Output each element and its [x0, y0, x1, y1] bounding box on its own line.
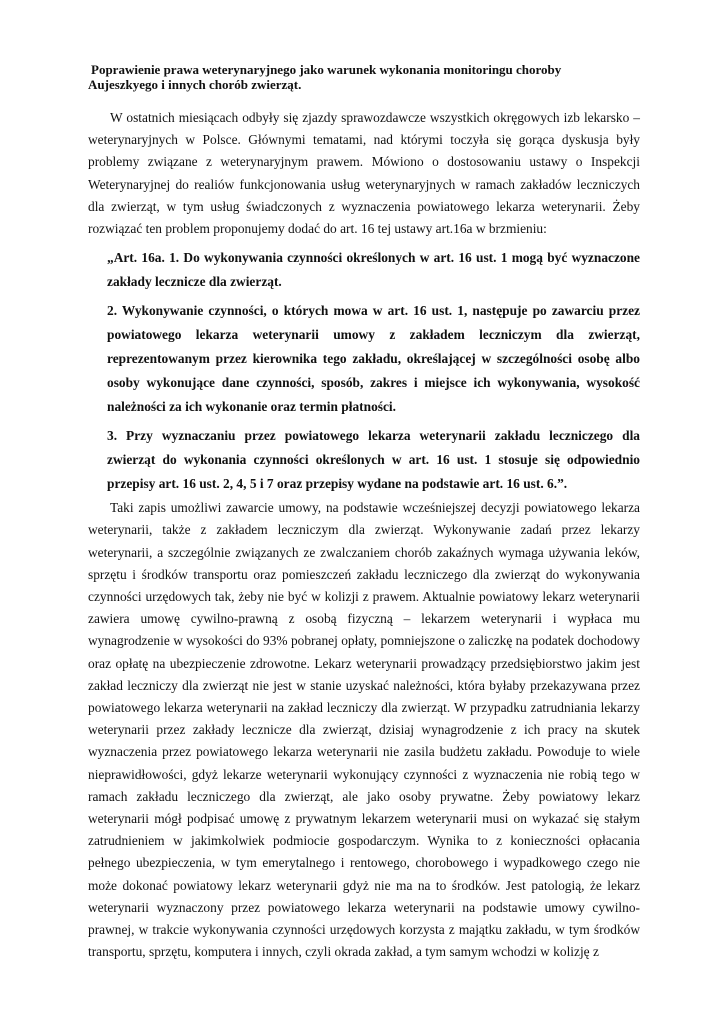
intro-paragraph: W ostatnich miesiącach odbyły się zjazdy sprawozdawcze wszystkich okręgowych izb lekarsko – weterynaryjnych w Polsce. Głównymi tematami, nad którymi toczyła się gorąca dyskusja były problemy związane z weterynaryjnym prawem. Mówiono o dostosowaniu ustawy o Inspekcji Weterynaryjnej do realiów funkcjonowania usług weterynaryjnych w ramach zakładów leczniczych dla zwierząt, w tym usług świadczonych z wyznaczenia powiatowego lekarza weterynarii. Żeby rozwiązać ten problem proponujemy dodać do art. 16 tej ustawy art.16a w brzmieniu: — [88, 110, 640, 237]
closing-paragraph: Taki zapis umożliwi zawarcie umowy, na podstawie wcześniejszej decyzji powiatowego lekarza weterynarii, także z zakładem leczniczym dla zwierząt. Wykonywanie zadań przez lekarzy weterynarii, a szczególnie związanych ze zwalczaniem chorób zakaźnych wymaga używania leków, sprzętu i środków transportu oraz pomieszczeń zakładu leczniczego dla zwierząt do wykonywania czynności urzędowych tak, żeby nie być w kolizji z prawem. Aktualnie powiatowy lekarz weterynarii zawiera umowę cywilno-prawną z osobą fizyczną – lekarzem weterynarii i wypłaca mu wynagrodzenie w wysokości do 93% pobranej opłaty, pomniejszone o zaliczkę na podatek dochodowy oraz opłatę na ubezpieczenie zdrowotne. Lekarz weterynarii prowadzący przedsiębiorstwo jakim jest zakład leczniczy dla zwierząt nie jest w stanie uzyskać należności, która byłaby przekazywana przez powiatowego lekarza weterynarii na zakład leczniczy dla zwierząt. W przypadku zatrudniania lekarzy weterynarii przez zakłady lecznicze dla zwierząt, dzisiaj wynagrodzenie z ich pracy na skutek wyznaczenia przez powiatowego lekarza weterynarii nie zasila budżetu zakładu. Powoduje to wiele nieprawidłowości, gdyż lekarze weterynarii wykonujący czynności z wyznaczenia nie robią tego w ramach zakładu leczniczego dla zwierząt, ale jako osoby prywatne. Żeby powiatowy lekarz weterynarii mógł podpisać umowę z prywatnym lekarzem weterynarii musi on wykazać się stałym zatrudnieniem w jakimkolwiek podmiocie gospodarczym. Wynika to z konieczności opłacania pełnego ubezpieczenia, w tym emerytalnego i rentowego, chorobowego i wypadkowego czego nie może dokonać powiatowy lekarz weterynarii gdyż nie ma na to środków. Jest patologią, że lekarz weterynarii wyznaczony przez powiatowego lekarza weterynarii na podstawie umowy cywilno-prawnej, w trakcie wykonywania czynności urzędowych korzysta z majątku zakładu, w tym środków transportu, sprzętu, komputera i innych, czyli okrada zakład, a tym samym wchodzi w kolizję z — [88, 500, 640, 960]
document-page — [88, 62, 640, 963]
article-16a-section-3: 3. Przy wyznaczaniu przez powiatowego lekarza weterynarii zakładu leczniczego dla zwierząt do wykonania czynności określonych w art. 16 ust. 1 stosuje się odpowiednio przepisy art. 16 ust. 2, 4, 5 i 7 oraz przepisy wydane na podstawie art. 16 ust. 6.”. — [107, 428, 640, 492]
document-title — [88, 62, 640, 92]
title-line-1: Poprawienie prawa weterynaryjnego jako warunek wykonania monitoringu choroby — [91, 62, 562, 77]
article-16a-section-2: 2. Wykonywanie czynności, o których mowa w art. 16 ust. 1, następuje po zawarciu przez powiatowego lekarza weterynarii umowy z zakładem leczniczym dla zwierząt, reprezentowanym przez kierownika tego zakładu, określającej w szczególności osobę albo osoby wykonujące dane czynności, sposób, zakres i miejsce ich wykonywania, wysokość należności za ich wykonanie oraz termin płatności. — [107, 303, 640, 415]
article-16a-section-1: „Art. 16a. 1. Do wykonywania czynności określonych w art. 16 ust. 1 mogą być wyznaczone zakłady lecznicze dla zwierząt. — [107, 250, 640, 290]
title-line-2: Aujeszkyego i innych chorób zwierząt. — [88, 77, 302, 92]
